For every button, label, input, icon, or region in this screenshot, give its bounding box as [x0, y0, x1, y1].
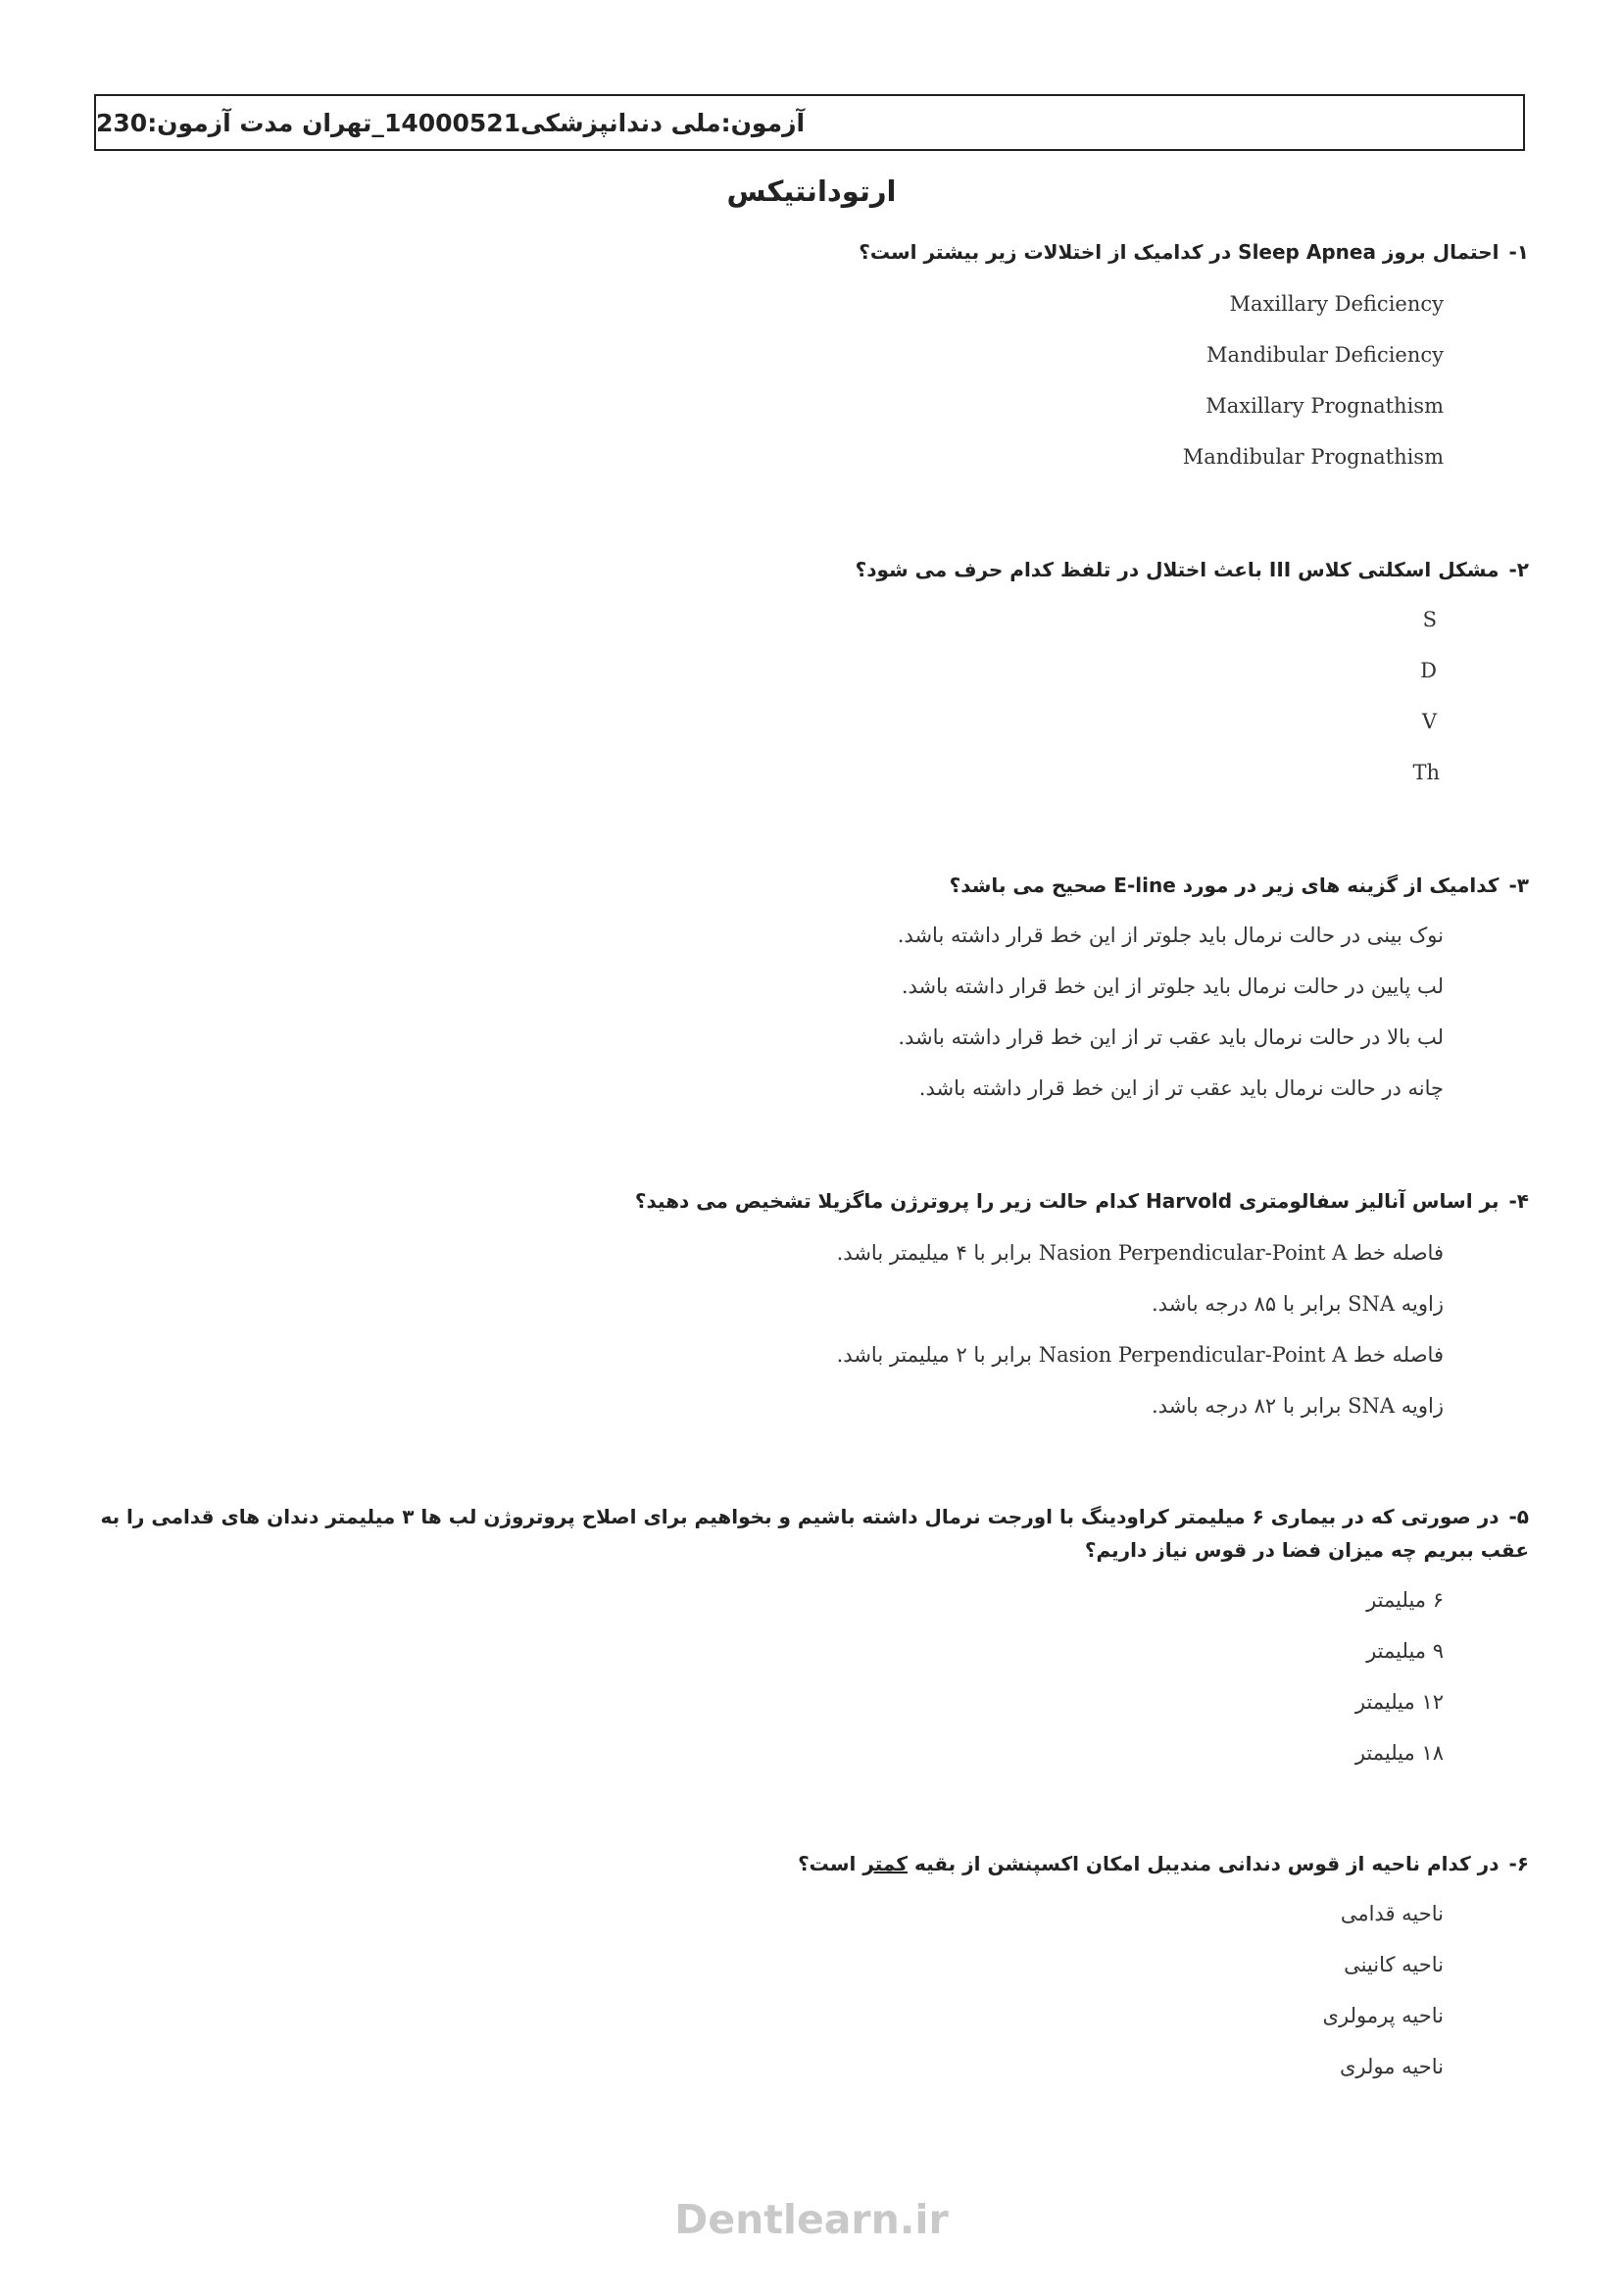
option-5-4: ۱۸ میلیمتر — [1354, 1741, 1444, 1765]
option-1-3: Maxillary Prognathism — [1205, 394, 1444, 418]
option-6-2: ناحیه کانینی — [1344, 1953, 1444, 1976]
question-text: کدامیک از گزینه های زیر در مورد E-line صحیح می باشد؟ — [949, 873, 1500, 897]
question-text: در صورتی که در بیماری ۶ میلیمتر کراودینگ با اورجت نرمال داشته باشیم و بخواهیم برای اصلاح پروتروژن لب ها ۳ میلیمتر دندان های قدامی را به عقب ببریم چه میزان فضا در قوس نیاز داریم؟ — [100, 1505, 1529, 1562]
watermark: Dentlearn.ir — [674, 2196, 949, 2243]
question-5 — [98, 1500, 1529, 1567]
option-3-4: چانه در حالت نرمال باید عقب تر از این خط قرار داشته باشد. — [918, 1076, 1444, 1100]
option-2-3: V — [1421, 710, 1437, 733]
option-6-4: ناحیه مولری — [1339, 2055, 1444, 2078]
question-number: ۴- — [1508, 1189, 1529, 1213]
question-2 — [98, 553, 1529, 586]
question-6 — [98, 1847, 1529, 1880]
option-3-1: نوک بینی در حالت نرمال باید جلوتر از این خط قرار داشته باشد. — [897, 923, 1444, 947]
question-text: مشکل اسکلتی کلاس III باعث اختلال در تلفظ کدام حرف می شود؟ — [855, 558, 1500, 581]
option-5-2: ۹ میلیمتر — [1366, 1639, 1444, 1663]
option-1-4: Mandibular Prognathism — [1182, 445, 1444, 469]
question-text-before: در کدام ناحیه از قوس دندانی مندیبل امکان اکسپنشن از بقیه — [907, 1852, 1500, 1875]
question-number: ۳- — [1508, 873, 1529, 897]
option-6-3: ناحیه پرمولری — [1322, 2004, 1444, 2027]
question-number: ۲- — [1508, 558, 1529, 581]
question-text-underlined: کمتر — [862, 1852, 908, 1875]
question-text: بر اساس آنالیز سفالومتری Harvold کدام حالت زیر را پروترژن ماگزیلا تشخیص می دهید؟ — [634, 1189, 1500, 1213]
question-1 — [98, 235, 1529, 269]
option-1-1: Maxillary Deficiency — [1229, 292, 1444, 316]
option-2-1: S — [1422, 608, 1437, 631]
option-2-2: D — [1420, 659, 1437, 682]
option-2-4: Th — [1412, 761, 1440, 784]
option-3-2: لب پایین در حالت نرمال باید جلوتر از این خط قرار داشته باشد. — [901, 974, 1444, 998]
exam-header-box — [94, 94, 1525, 151]
question-number: ۵- — [1508, 1505, 1529, 1528]
question-number: ۱- — [1508, 240, 1529, 264]
option-4-2: زاویه SNA برابر با ۸۵ درجه باشد. — [1152, 1292, 1444, 1316]
question-number: ۶- — [1508, 1852, 1529, 1875]
option-1-2: Mandibular Deficiency — [1206, 343, 1444, 367]
option-4-4: زاویه SNA برابر با ۸۲ درجه باشد. — [1152, 1394, 1444, 1418]
option-4-3: فاصله خط Nasion Perpendicular-Point A برابر با ۲ میلیمتر باشد. — [836, 1343, 1444, 1367]
exam-header-title: آزمون:ملی دندانپزشکی14000521_تهران مدت آزمون:230 — [96, 108, 806, 137]
question-4 — [98, 1184, 1529, 1218]
option-6-1: ناحیه قدامی — [1340, 1902, 1444, 1925]
question-3 — [98, 869, 1529, 902]
option-5-3: ۱۲ میلیمتر — [1354, 1690, 1444, 1714]
option-5-1: ۶ میلیمتر — [1366, 1588, 1444, 1612]
question-text-after: است؟ — [798, 1852, 863, 1875]
section-title: ارتودانتیکس — [726, 175, 897, 208]
question-text: احتمال بروز Sleep Apnea در کدامیک از اختلالات زیر بیشتر است؟ — [859, 240, 1500, 264]
option-3-3: لب بالا در حالت نرمال باید عقب تر از این خط قرار داشته باشد. — [898, 1025, 1444, 1049]
option-4-1: فاصله خط Nasion Perpendicular-Point A برابر با ۴ میلیمتر باشد. — [836, 1241, 1444, 1265]
